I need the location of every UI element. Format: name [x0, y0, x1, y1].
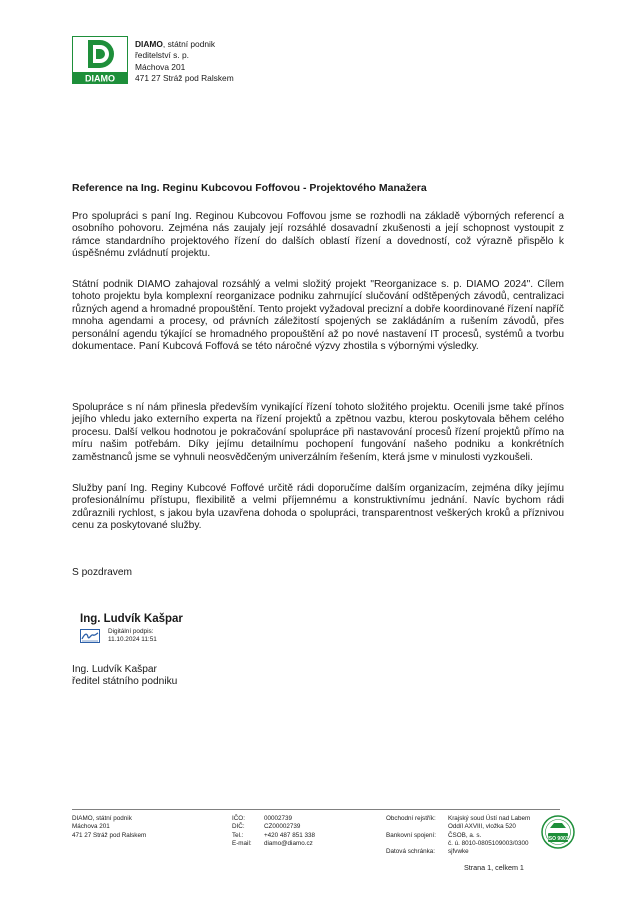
- letter-closing: S pozdravem: [72, 567, 133, 578]
- letter-paragraph-2: Státní podnik DIAMO zahajoval rozsáhlý a velmi složitý projekt "Reorganizace s. p. DIAMO 2024". Cílem tohoto projektu byla komplexní reorganizace podniku zahrnující slučování odštěpených závodů, centralizaci různých agend a hromadné propouštění. Tento projekt vyžadoval precizní a dobře koordinované řízení napříč mnoha agendami a procesy, od právních záležitostí spojených se zakládáním a rušením závodů, přes personální agendu týkající se hromadného propouštění až po nové nastavení IT procesů, systémů a tvorbu dokumentace. Paní Kubcová Foffová se této náročné výzvy zhostila s výbornými výsledky.: [72, 279, 564, 353]
- footer-value-tel: +420 487 851 338: [264, 831, 315, 839]
- footer-value-ico: 00002739: [264, 815, 293, 822]
- signer-name: Ing. Ludvík Kašpar: [72, 664, 157, 675]
- digital-signature-label: Digitální podpis:: [108, 628, 154, 635]
- footer-value-bank: ČSOB, a. s.: [448, 831, 482, 839]
- footer-address-line: 471 27 Stráž pod Ralskem: [72, 831, 147, 839]
- footer-label-ico: IČO:: [232, 815, 245, 822]
- digital-signature-meta: [108, 628, 157, 645]
- sender-city: 471 27 Stráž pod Ralskem: [135, 72, 234, 83]
- footer-address-line: DIAMO, státní podnik: [72, 815, 132, 822]
- signer-title: ředitel státního podniku: [72, 676, 178, 688]
- footer-label-spacer: [386, 840, 436, 848]
- footer-id-labels: [232, 815, 252, 848]
- company-suffix: , státní podnik: [162, 39, 216, 49]
- signature-name: Ing. Ludvík Kašpar: [80, 613, 183, 625]
- digital-signature-date: 11.10.2024 11:51: [108, 636, 157, 644]
- footer-value-account: č. ú. 8010-0805109003/0300: [448, 839, 529, 847]
- sender-street: Máchova 201: [135, 61, 186, 72]
- footer-registry-labels: [386, 815, 436, 856]
- footer-address-line: Máchova 201: [72, 823, 110, 831]
- footer-divider: [72, 809, 560, 810]
- footer-address: [72, 815, 146, 840]
- company-name: DIAMO: [135, 39, 163, 49]
- footer-label-databox: Datová schránka:: [386, 848, 436, 856]
- seal-text: ISO 9001: [547, 836, 569, 842]
- sender-address: [135, 39, 234, 84]
- letter-subject: Reference na Ing. Reginu Kubcovou Foffovou - Projektového Manažera: [72, 182, 427, 194]
- logo-text: DIAMO: [85, 73, 115, 84]
- footer-label-registry: Obchodní rejstřík:: [386, 815, 436, 822]
- footer-id-values: [264, 815, 315, 848]
- footer-value-court: Krajský soud Ústí nad Labem: [448, 815, 531, 822]
- footer-value-email: diamo@diamo.cz: [264, 839, 313, 847]
- sender-department: ředitelství s. p.: [135, 50, 189, 61]
- sender-company: [135, 39, 234, 50]
- letter-paragraph-4: Služby paní Ing. Reginy Kubcové Foffové určitě rádi doporučíme dalším organizacím, zejména díky jejímu profesionálnímu přístupu, flexibilitě a velmi příjemnému a konstruktivnímu jednání. Navíc bychom rádi zdůraznili rychlost, s jakou byla uzavřena dohoda o spolupráci, transparentnost veškerých kroků a příznivou cenu za poskytované služby.: [72, 483, 564, 532]
- page-number: Strana 1, celkem 1: [464, 863, 524, 872]
- footer-label-spacer: [386, 823, 436, 831]
- footer-label-tel: Tel.:: [232, 831, 244, 839]
- letter-paragraph-1: Pro spolupráci s paní Ing. Reginou Kubcovou Foffovou jsme se rozhodli na základě výborných referencí a osobního pohovoru. Zejména nás zaujaly její rozsáhlé dosavadní zkušenosti a její schopnost vystoupit z rámce standardního projektového řízení do dalších oblastí řízení a dovedností, což výrazně přispělo k úspěšnému zvládnutí projektu.: [72, 211, 564, 260]
- footer-label-bank: Bankovní spojení:: [386, 831, 437, 839]
- digital-signature-icon: [80, 629, 100, 643]
- footer-value-databox: sjfvwke: [448, 848, 469, 856]
- footer-label-dic: DIČ:: [232, 823, 245, 831]
- letter-paragraph-3: Spolupráce s ní nám přinesla především vynikající řízení tohoto složitého projektu. Ocenili jsme také přínos jejího vhledu jako externího experta na řízení projektů a zpětnou vazbu, kterou poskytovala během celého procesu. Další velkou hodnotou je pokračování spolupráce při nastavování procesů řízení projektů přímo na míru našim potřebám. Díky jejímu detailnímu pochopení fungování našeho podniku a konkrétních zaměstnanců jsme se vyhnuli neosvědčeným univerzálním řešením, která jsme v minulosti vyzkoušeli.: [72, 402, 564, 463]
- diamo-logo-icon: [72, 36, 128, 84]
- footer-value-section: Oddíl AXVIII, vložka 520: [448, 823, 516, 831]
- signer-block: [72, 664, 177, 689]
- footer-value-dic: CZ00002739: [264, 823, 301, 831]
- footer-registry-values: [448, 815, 530, 856]
- certification-seal-icon: [541, 815, 575, 849]
- footer-label-email: E-mail:: [232, 839, 252, 847]
